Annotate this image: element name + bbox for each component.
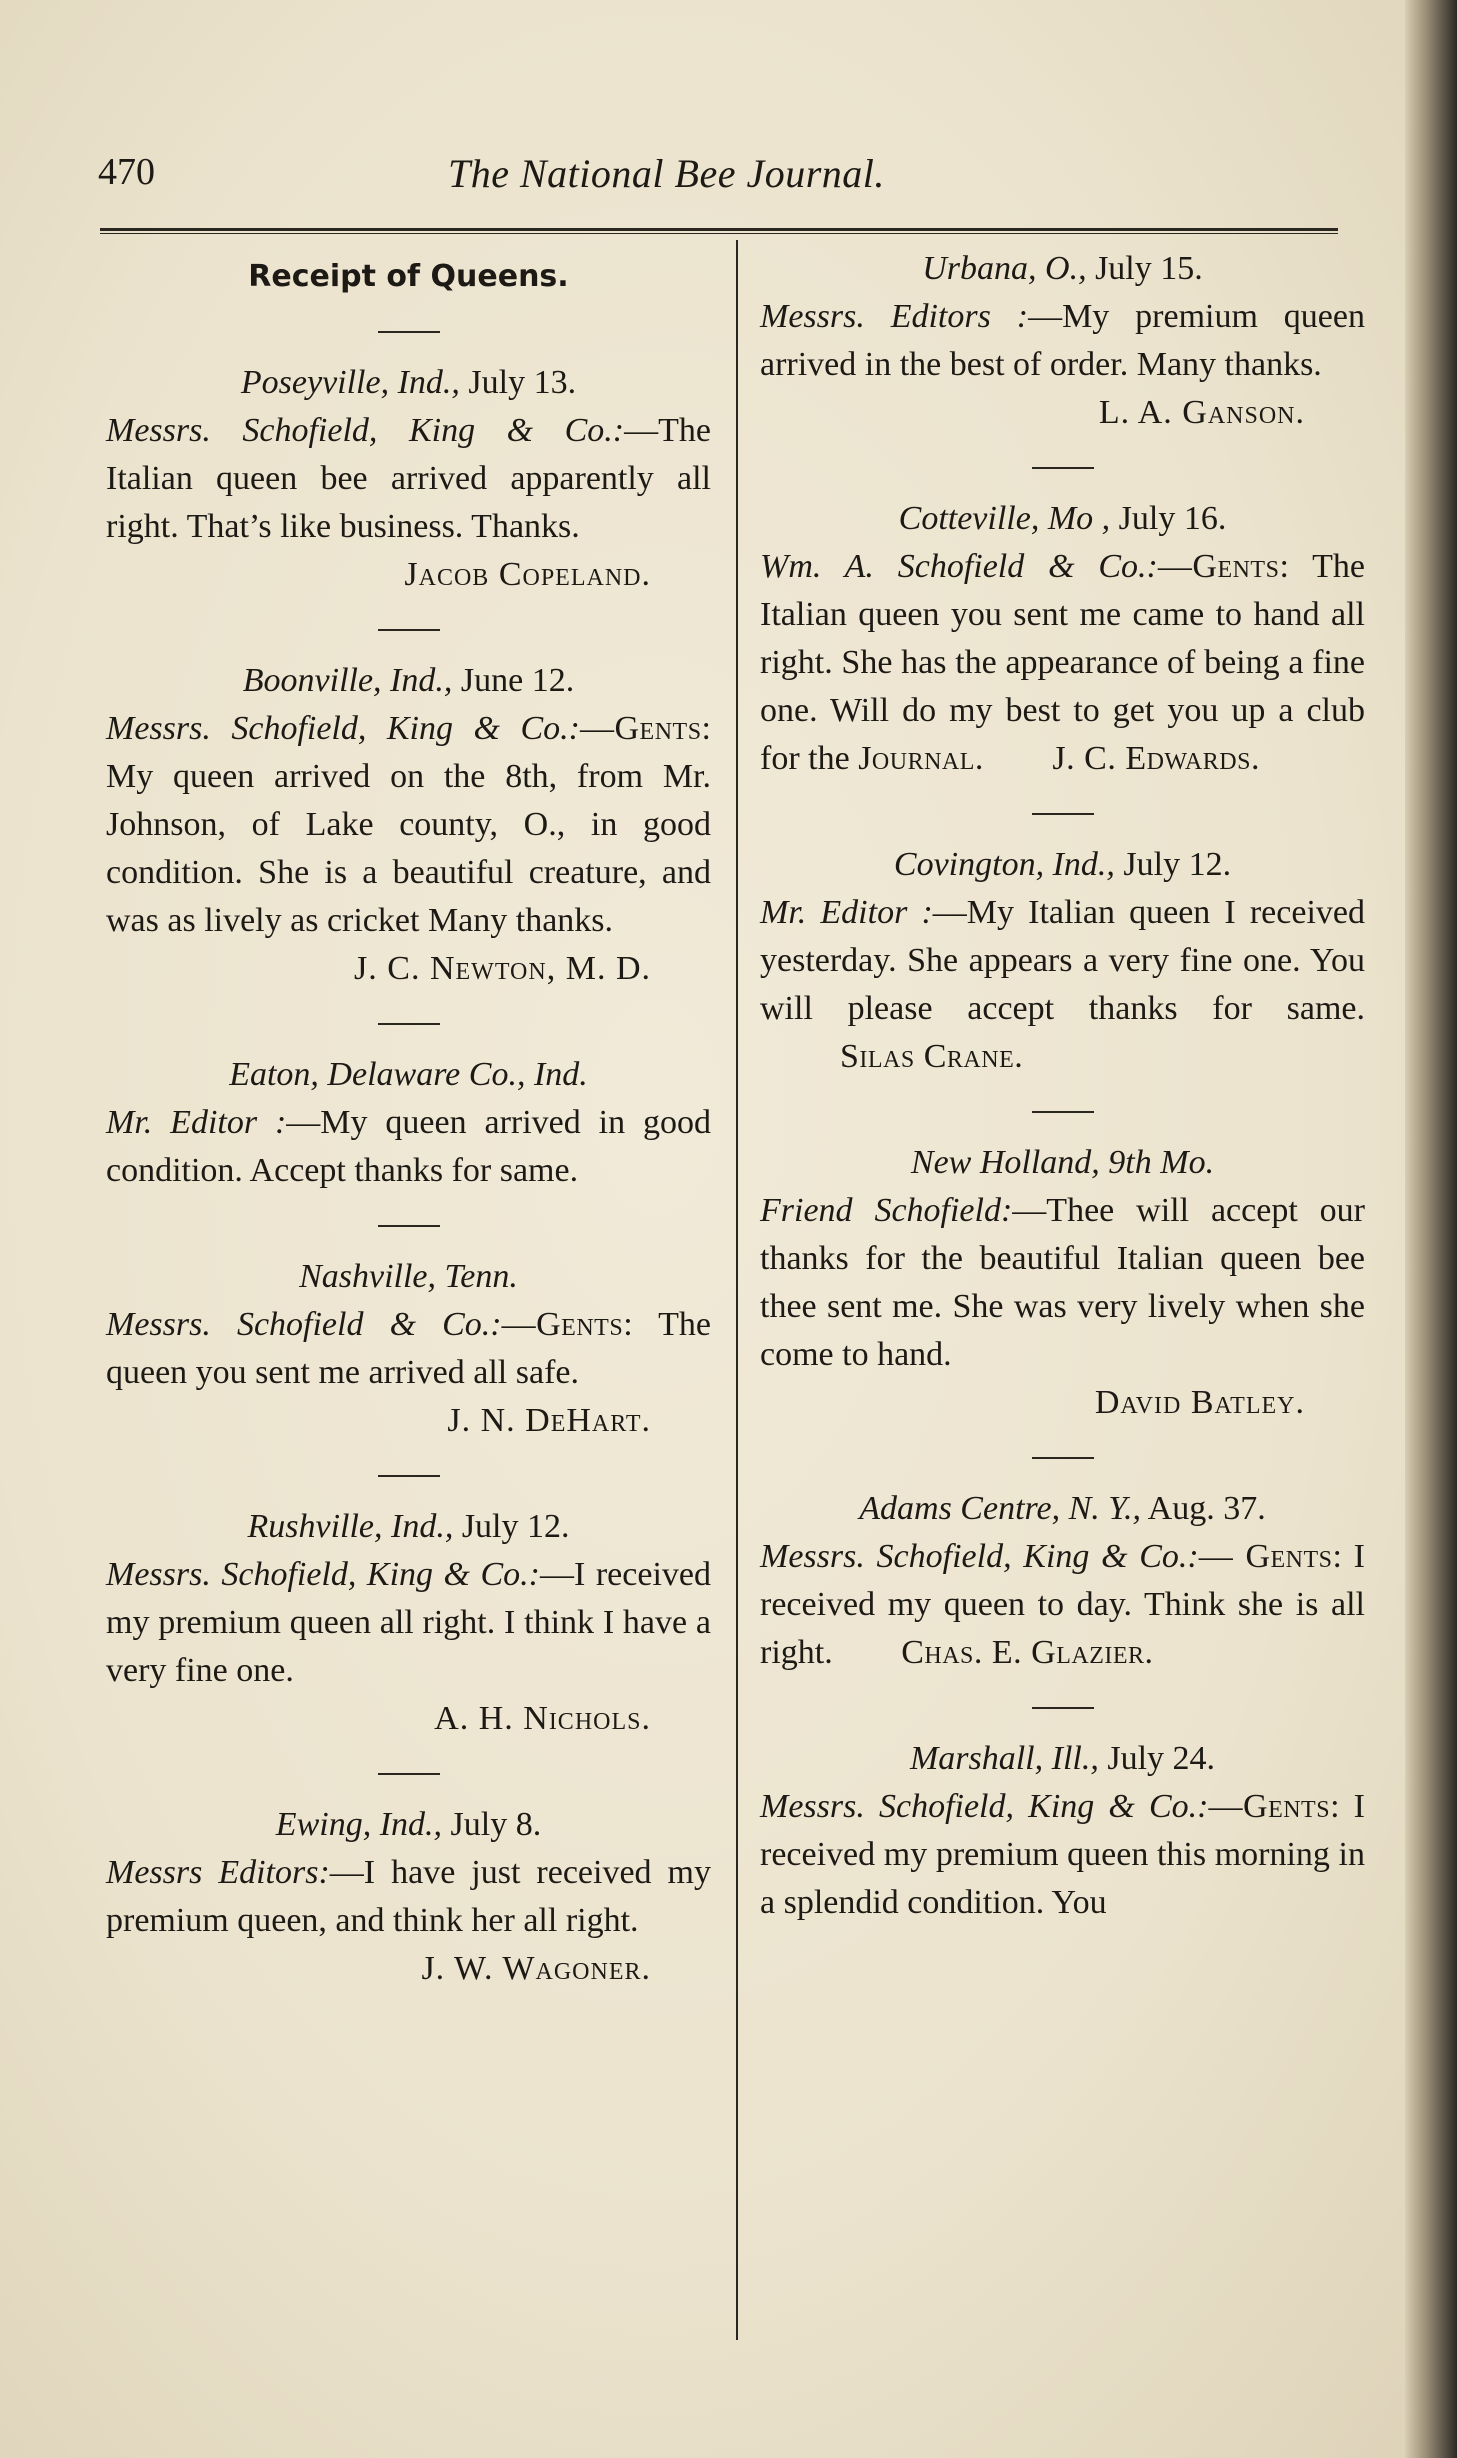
short-rule (378, 629, 440, 631)
letter-eaton (106, 1051, 711, 1195)
letter-body (106, 407, 711, 551)
letter-marshall (760, 1735, 1365, 1927)
letter-adams-centre (760, 1485, 1365, 1677)
salutation: Friend Schofield: (760, 1192, 1013, 1229)
body-text: : My queen arrived on the 8th, from Mr. Johnson, of Lake county, O., in good condition. She is a beautiful creature, and was as lively as cricket Many thanks. (106, 710, 711, 939)
dateline-place: New Holland, 9th Mo. (910, 1144, 1215, 1181)
greeting: —Gents (1208, 1788, 1331, 1825)
dateline-place: Adams Centre, N. Y., (859, 1490, 1142, 1527)
salutation: Messrs. Schofield, King & Co.: (106, 710, 580, 747)
dateline-place: Urbana, O., (922, 250, 1087, 287)
letter-nashville (106, 1253, 711, 1445)
body-text: —I have just received my premium queen, and think her all right. (106, 1854, 711, 1939)
dateline (760, 495, 1365, 543)
dateline-date: July 12. (453, 1508, 570, 1545)
signature: J. W. Wagoner. (421, 1950, 651, 1987)
letter-body (760, 293, 1365, 389)
dateline-date: Aug. 37. (1141, 1490, 1266, 1527)
letter-body (106, 1849, 711, 1945)
dateline (106, 657, 711, 705)
letter-new-holland (760, 1139, 1365, 1427)
dateline-place: Cotteville, Mo , (898, 500, 1111, 537)
greeting: —Gents (501, 1306, 624, 1343)
greeting: — Gents (1198, 1538, 1333, 1575)
body-text: : I received my queen to day. Think she is all right. (760, 1538, 1365, 1671)
page-header (98, 150, 1338, 210)
signature: Jacob Copeland. (404, 556, 651, 593)
dateline-date: July 24. (1098, 1740, 1216, 1777)
dateline-date: July 8. (442, 1806, 542, 1843)
dateline (760, 1735, 1365, 1783)
salutation: Wm. A. Schofield & Co.: (760, 548, 1158, 585)
right-column (760, 245, 1365, 1933)
left-column (106, 245, 711, 1999)
letter-body (106, 1551, 711, 1695)
signature: Silas Crane. (840, 1038, 1024, 1075)
salutation: Messrs. Schofield, King & Co.: (106, 412, 625, 449)
body-text: : I received my premium queen this morning in a splendid condition. You (760, 1788, 1365, 1921)
dateline-place: Nashville, Tenn. (299, 1258, 518, 1295)
dateline (106, 1253, 711, 1301)
salutation: Messrs. Editors : (760, 298, 1029, 335)
body-text: : The queen you sent me arrived all safe. (106, 1306, 711, 1391)
dateline-place: Eaton, Delaware Co., Ind. (229, 1056, 588, 1093)
dateline (760, 1139, 1365, 1187)
signature: A. H. Nichols. (434, 1700, 651, 1737)
dateline-place: Boonville, Ind., (242, 662, 453, 699)
letter-urbana (760, 245, 1365, 437)
signature: J. C. Edwards. (1052, 740, 1260, 777)
header-rule (100, 228, 1338, 234)
dateline (106, 359, 711, 407)
dateline-place: Poseyville, Ind., (240, 364, 460, 401)
dateline-date: June 12. (452, 662, 575, 699)
salutation: Mr. Editor : (106, 1104, 287, 1141)
short-rule (1032, 1707, 1094, 1709)
salutation: Mr. Editor : (760, 894, 933, 931)
dateline-date: July 12. (1114, 846, 1232, 883)
salutation: Messrs Editors: (106, 1854, 330, 1891)
letter-cotteville (760, 495, 1365, 783)
body-text: : The Italian queen you sent me came to hand all right. She has the appearance of being a fine one. Will do my best to get you up a club for the (760, 548, 1365, 777)
letter-boonville (106, 657, 711, 993)
book-edge-shadow (1405, 0, 1457, 2458)
letter-ewing (106, 1801, 711, 1993)
dateline-date: July 13. (459, 364, 577, 401)
short-rule (378, 1773, 440, 1775)
body-text: —My queen arrived in good condition. Accept thanks for same. (106, 1104, 712, 1189)
journal-word: Journal. (858, 740, 984, 777)
short-rule (378, 1225, 440, 1227)
letter-body (106, 1099, 711, 1195)
letter-poseyville (106, 359, 711, 599)
dateline (106, 1051, 711, 1099)
letter-body (106, 705, 711, 945)
body-text: —My Italian queen I received yesterday. She appears a very fine one. You will please accept thanks for same. (760, 894, 1365, 1027)
section-heading: Receipt of Queens. (248, 259, 569, 294)
letter-covington (760, 841, 1365, 1081)
short-rule (1032, 1457, 1094, 1459)
page-number: 470 (98, 151, 155, 193)
letter-body (760, 889, 1365, 1081)
dateline-date: July 16. (1110, 500, 1227, 537)
short-rule (378, 331, 440, 333)
dateline (760, 841, 1365, 889)
dateline (106, 1801, 711, 1849)
greeting: —Gents (579, 710, 702, 747)
signature: David Batley. (1094, 1384, 1305, 1421)
short-rule (1032, 467, 1094, 469)
short-rule (378, 1475, 440, 1477)
signature: Chas. E. Glazier. (901, 1634, 1154, 1671)
body-text: —My premium queen arrived in the best of order. Many thanks. (760, 298, 1365, 383)
greeting: —Gents (1157, 548, 1280, 585)
dateline-place: Covington, Ind., (893, 846, 1115, 883)
signature: J. N. DeHart. (447, 1402, 651, 1439)
dateline-place: Ewing, Ind., (275, 1806, 443, 1843)
journal-title: The National Bee Journal. (448, 151, 885, 196)
body-text: —Thee will accept our thanks for the beautiful Italian queen bee thee sent me. She was very lively when she come to hand. (760, 1192, 1365, 1373)
salutation: Messrs. Schofield, King & Co.: (106, 1556, 541, 1593)
dateline (106, 1503, 711, 1551)
short-rule (378, 1023, 440, 1025)
short-rule (1032, 813, 1094, 815)
salutation: Messrs. Schofield, King & Co.: (760, 1788, 1209, 1825)
dateline (760, 1485, 1365, 1533)
signature: J. C. Newton, M. D. (354, 950, 651, 987)
body-text: —The Italian queen bee arrived apparently all right. That’s like business. Thanks. (106, 412, 711, 545)
short-rule (1032, 1111, 1094, 1113)
letter-body (760, 543, 1365, 783)
letter-rushville (106, 1503, 711, 1743)
letter-body (760, 1533, 1365, 1677)
dateline-place: Marshall, Ill., (909, 1740, 1099, 1777)
dateline-date: July 15. (1086, 250, 1203, 287)
letter-body (760, 1187, 1365, 1379)
body-text: —I received my premium queen all right. I think I have a very fine one. (106, 1556, 711, 1689)
dateline-place: Rushville, Ind., (247, 1508, 454, 1545)
letter-body (760, 1783, 1365, 1927)
salutation: Messrs. Schofield & Co.: (106, 1306, 502, 1343)
signature: L. A. Ganson. (1098, 394, 1305, 431)
salutation: Messrs. Schofield, King & Co.: (760, 1538, 1199, 1575)
letter-body (106, 1301, 711, 1397)
dateline (760, 245, 1365, 293)
column-divider (736, 240, 738, 2340)
